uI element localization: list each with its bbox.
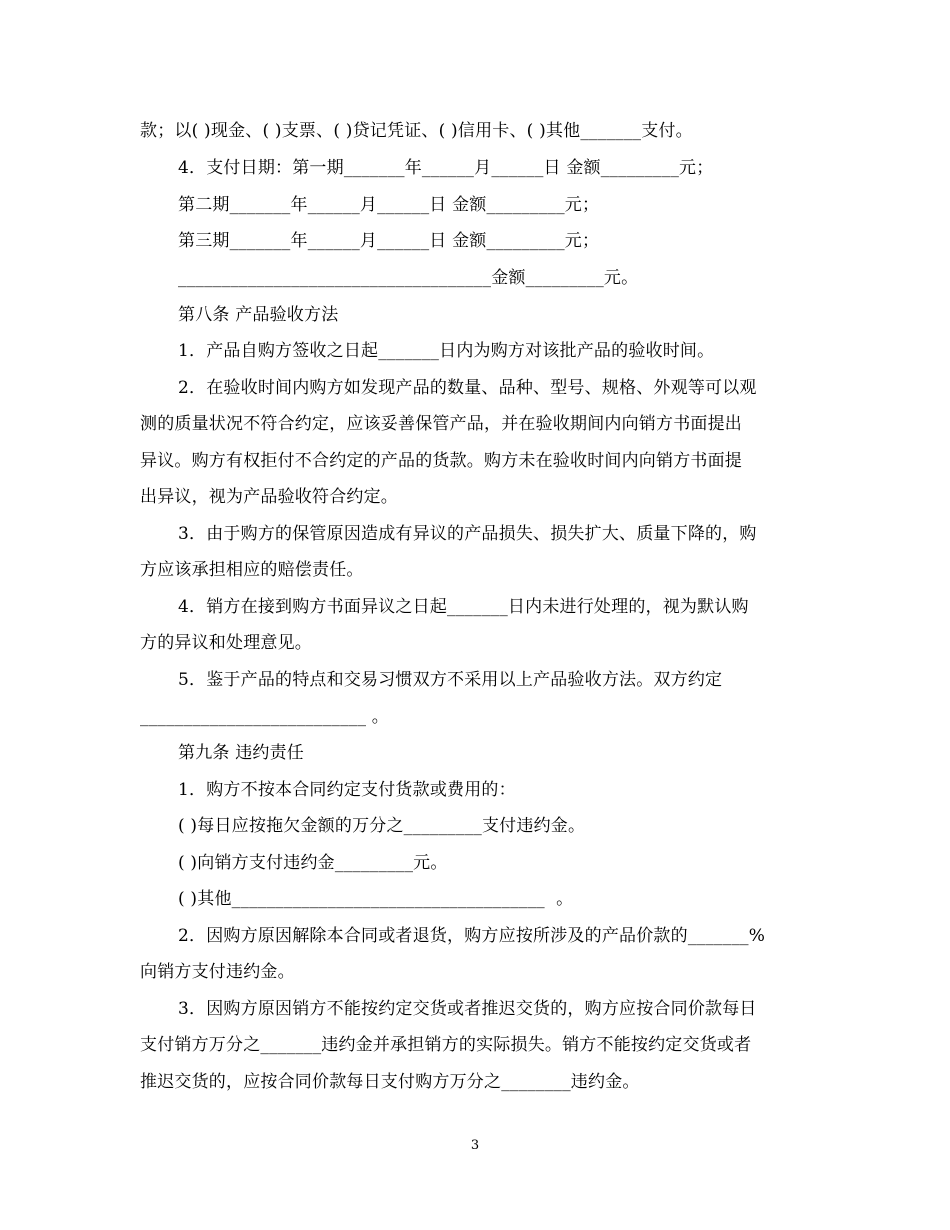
breach-clause-3-line-3: 推迟交货的，应按合同价款每日支付购方万分之________违约金。 xyxy=(140,1072,640,1092)
payment-date-second-line: 第二期_______年______月______日 金额_________元； xyxy=(178,195,600,215)
breach-option-other: ( )其他____________________________________ 。 xyxy=(178,889,574,909)
page-number: 3 xyxy=(470,1138,480,1153)
acceptance-clause-4-line-2: 方的异议和处理意见。 xyxy=(140,633,312,653)
acceptance-clause-3-line-1: 3．由于购方的保管原因造成有异议的产品损失、损失扩大、质量下降的，购 xyxy=(178,524,757,544)
section-heading-breach: 第九条 违约责任 xyxy=(178,743,305,763)
breach-clause-3-line-1: 3．因购方原因销方不能按约定交货或者推迟交货的，购方应按合同价款每日 xyxy=(178,999,757,1019)
breach-option-daily: ( )每日应按拖欠金额的万分之_________支付违约金。 xyxy=(178,816,586,836)
payment-date-third-line: 第三期_______年______月______日 金额_________元； xyxy=(178,231,600,251)
acceptance-clause-3-line-2: 方应该承担相应的赔偿责任。 xyxy=(140,560,364,580)
acceptance-clause-5-line-1: 5．鉴于产品的特点和交易习惯双方不采用以上产品验收方法。双方约定 xyxy=(178,670,723,690)
payment-date-first-line: 4．支付日期：第一期_______年______月______日 金额_________元； xyxy=(178,158,714,178)
acceptance-clause-4-line-1: 4．销方在接到购方书面异议之日起_______日内未进行处理的，视为默认购 xyxy=(178,597,749,617)
section-heading-acceptance: 第八条 产品验收方法 xyxy=(178,305,339,325)
acceptance-clause-2-line-1: 2．在验收时间内购方如发现产品的数量、品种、型号、规格、外观等可以观 xyxy=(178,378,757,398)
payment-date-other-line: ____________________________________金额_________元。 xyxy=(178,268,639,288)
breach-clause-3-line-2: 支付销方万分之_______违约金并承担销方的实际损失。销方不能按约定交货或者 xyxy=(140,1035,752,1055)
breach-option-fixed: ( )向销方支付违约金_________元。 xyxy=(178,853,448,873)
payment-method-line: 款；以( )现金、( )支票、( )贷记凭证、( )信用卡、( )其他_______支付。 xyxy=(140,121,693,141)
acceptance-clause-5-line-2: __________________________ 。 xyxy=(140,707,390,727)
breach-clause-2-line-2: 向销方支付违约金。 xyxy=(140,962,295,982)
acceptance-clause-1: 1．产品自购方签收之日起_______日内为购方对该批产品的验收时间。 xyxy=(178,341,715,361)
breach-clause-2-line-1: 2．因购方原因解除本合同或者退货，购方应按所涉及的产品价款的_______% xyxy=(178,926,766,946)
acceptance-clause-2-line-2: 测的质量状况不符合约定，应该妥善保管产品，并在验收期间内向销方书面提出 xyxy=(140,414,742,434)
acceptance-clause-2-line-4: 出异议，视为产品验收符合约定。 xyxy=(140,487,398,507)
acceptance-clause-2-line-3: 异议。购方有权拒付不合约定的产品的货款。购方未在验收时间内向销方书面提 xyxy=(140,451,742,471)
breach-clause-1: 1．购方不按本合同约定支付货款或费用的： xyxy=(178,780,516,800)
